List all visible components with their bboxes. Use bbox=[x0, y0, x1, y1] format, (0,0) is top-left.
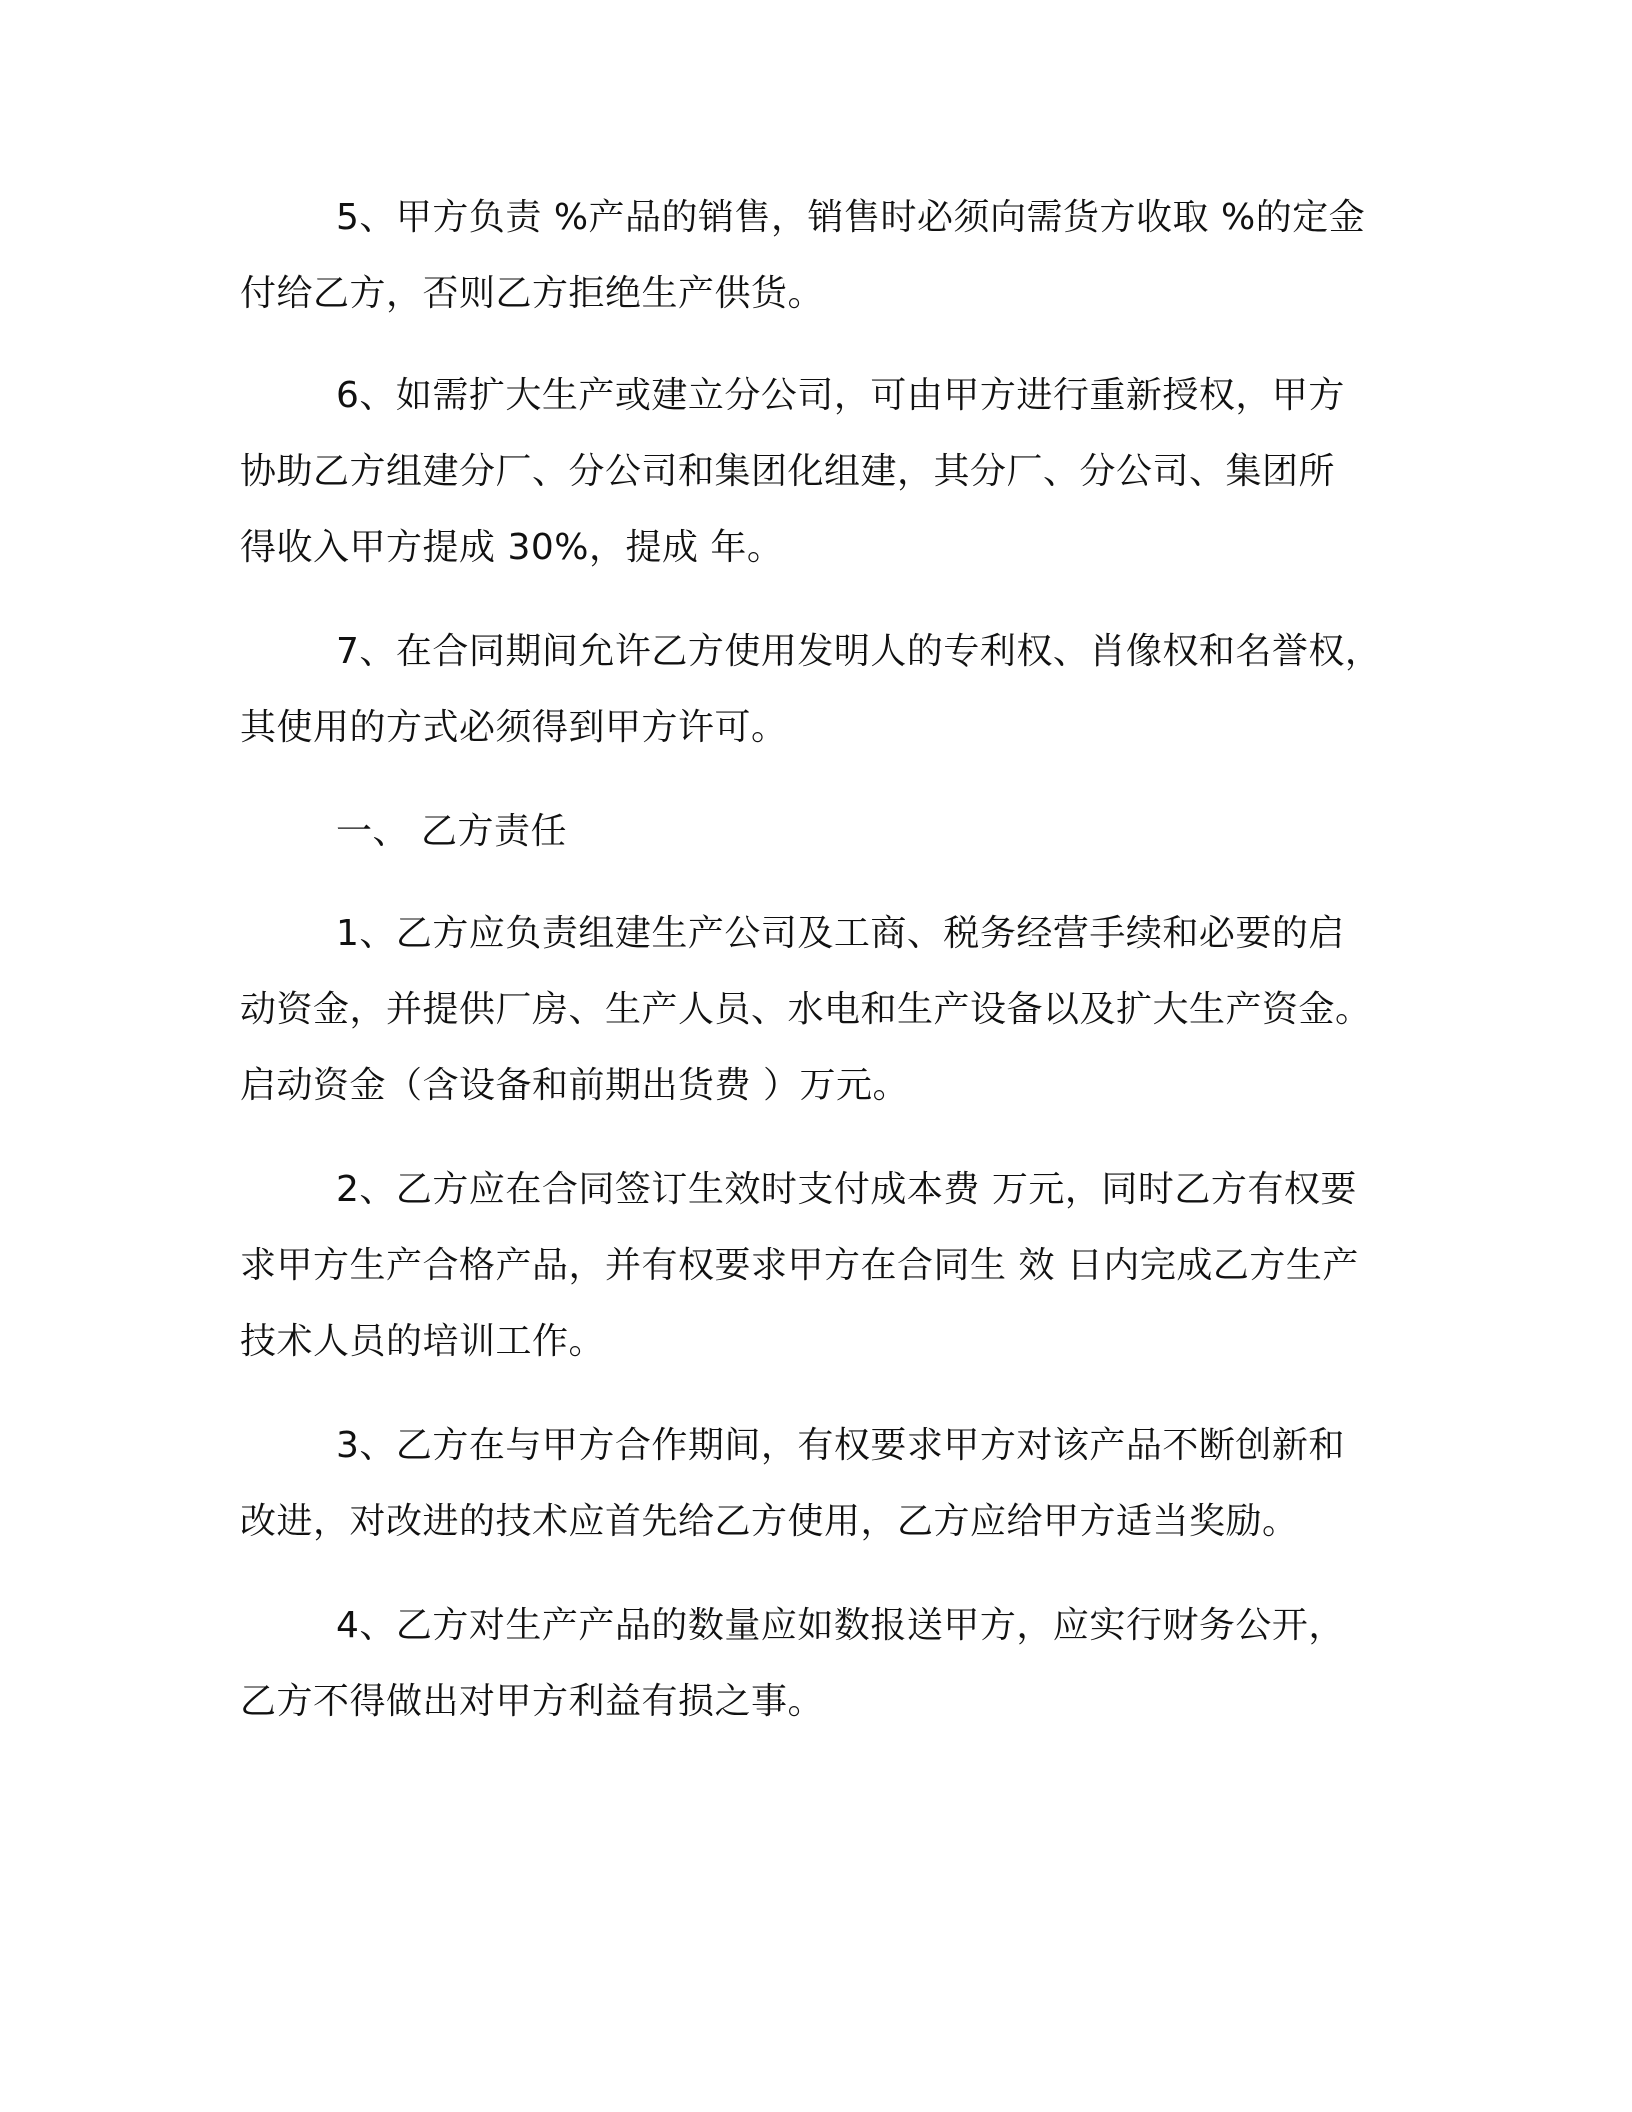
clause-6-line-1: 6、如需扩大生产或建立分公司，可由甲方进行重新授权，甲方 bbox=[336, 375, 1345, 416]
party-b-clause-1-line-1: 1、乙方应负责组建生产公司及工商、税务经营手续和必要的启 bbox=[336, 913, 1345, 954]
party-b-clause-1-line-3: 启动资金（含设备和前期出货费 ）万元。 bbox=[240, 1065, 909, 1106]
clause-7 bbox=[240, 614, 1381, 766]
party-b-clause-2-line-3: 技术人员的培训工作。 bbox=[240, 1321, 606, 1362]
party-b-clause-4-line-1: 4、乙方对生产产品的数量应如数报送甲方，应实行财务公开， bbox=[336, 1605, 1345, 1646]
party-b-clause-3-line-1: 3、乙方在与甲方合作期间，有权要求甲方对该产品不断创新和 bbox=[336, 1425, 1345, 1466]
clause-6-line-3: 得收入甲方提成 30%，提成 年。 bbox=[240, 527, 784, 568]
party-b-clause-3-line-2: 改进，对改进的技术应首先给乙方使用，乙方应给甲方适当奖励。 bbox=[240, 1501, 1299, 1542]
clause-5-line-1: 5、甲方负责 %产品的销售，销售时必须向需货方收取 %的定金 bbox=[336, 197, 1366, 238]
clause-6 bbox=[240, 358, 1345, 586]
party-b-clause-1 bbox=[240, 896, 1372, 1124]
party-b-clause-2-line-1: 2、乙方应在合同签订生效时支付成本费 万元，同时乙方有权要 bbox=[336, 1169, 1357, 1210]
party-b-clause-4 bbox=[240, 1588, 1345, 1740]
party-b-clause-1-line-2: 动资金，并提供厂房、生产人员、水电和生产设备以及扩大生产资金。 bbox=[240, 989, 1372, 1030]
party-b-clause-2-line-2: 求甲方生产合格产品，并有权要求甲方在合同生 效 日内完成乙方生产 bbox=[240, 1245, 1359, 1286]
section-heading-text: 一、 乙方责任 bbox=[336, 811, 567, 852]
party-b-clause-2 bbox=[240, 1152, 1359, 1380]
section-heading-party-b bbox=[240, 794, 567, 870]
clause-7-line-2: 其使用的方式必须得到甲方许可。 bbox=[240, 707, 788, 748]
party-b-clause-4-line-2: 乙方不得做出对甲方利益有损之事。 bbox=[240, 1681, 825, 1722]
party-b-clause-3 bbox=[240, 1408, 1345, 1560]
clause-6-line-2: 协助乙方组建分厂、分公司和集团化组建，其分厂、分公司、集团所 bbox=[240, 451, 1336, 492]
clause-5-line-2: 付给乙方，否则乙方拒绝生产供货。 bbox=[240, 273, 825, 314]
clause-5 bbox=[240, 180, 1365, 332]
clause-7-line-1: 7、在合同期间允许乙方使用发明人的专利权、肖像权和名誉权， bbox=[336, 631, 1382, 672]
